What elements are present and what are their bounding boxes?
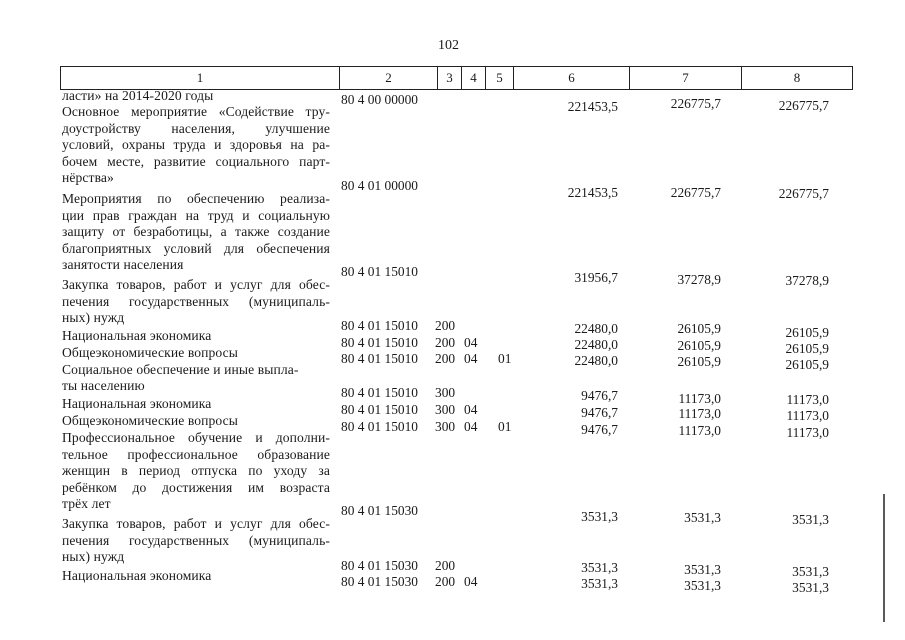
amount-col-6: 9476,7 [581, 405, 618, 420]
amount-col-7: 11173,0 [678, 423, 721, 438]
amount-col-6: 3531,3 [581, 576, 618, 591]
budget-code: 80 4 01 15010 [341, 318, 418, 333]
subsection-code: 01 [498, 351, 512, 366]
amount-col-7: 3531,3 [684, 562, 721, 577]
expense-type: 300 [435, 385, 456, 400]
amount-col-7: 11173,0 [678, 406, 721, 421]
description-line: тельное профессиональное образование [62, 446, 330, 462]
section-code: 04 [464, 419, 478, 434]
row-description [62, 413, 330, 430]
column-header-1: 1 [196, 70, 204, 85]
column-header-4: 4 [461, 67, 485, 89]
column-header-row [60, 66, 853, 90]
amount-col-8: 26105,9 [785, 341, 829, 356]
row-description [62, 396, 330, 413]
description-line: Национальная экономика [62, 396, 212, 411]
amount-col-8: 11173,0 [786, 425, 829, 440]
budget-code: 80 4 00 00000 [341, 92, 418, 107]
description-line: печения государственных (муниципаль- [62, 293, 330, 309]
column-header-8: 8 [741, 67, 852, 89]
amount-col-7: 3531,3 [684, 578, 721, 593]
row-description [62, 191, 330, 274]
amount-col-7: 26105,9 [677, 321, 721, 336]
expense-type: 200 [435, 351, 456, 366]
row-description [62, 568, 330, 585]
description-line: Национальная экономика [62, 328, 212, 343]
amount-col-8: 26105,9 [785, 357, 829, 372]
expense-type: 200 [435, 335, 456, 350]
amount-col-7: 3531,3 [684, 510, 721, 525]
amount-col-6: 31956,7 [574, 270, 618, 285]
expense-type: 200 [435, 574, 456, 589]
description-line: Основное мероприятие «Содействие тру- [62, 104, 330, 119]
amount-col-6: 221453,5 [567, 99, 618, 114]
amount-col-6: 9476,7 [581, 422, 618, 437]
expense-type: 200 [435, 318, 456, 333]
amount-col-6: 22480,0 [574, 337, 618, 352]
row-description [62, 345, 330, 362]
amount-col-8: 3531,3 [792, 580, 829, 595]
row-description [62, 378, 330, 395]
column-header-6: 6 [513, 67, 629, 89]
amount-col-8: 226775,7 [778, 98, 829, 113]
amount-col-7: 37278,9 [677, 272, 721, 287]
amount-col-8: 11173,0 [786, 408, 829, 423]
amount-col-6: 22480,0 [574, 353, 618, 368]
section-code: 04 [464, 402, 478, 417]
description-line: Закупка товаров, работ и услуг для обес- [62, 516, 330, 531]
page-number: 102 [438, 38, 459, 53]
description-line: Закупка товаров, работ и услуг для обес- [62, 277, 330, 292]
amount-col-7: 226775,7 [670, 185, 721, 200]
description-line: нёрства» [62, 170, 114, 186]
budget-code: 80 4 01 15010 [341, 335, 418, 350]
amount-col-8: 37278,9 [785, 273, 829, 288]
section-code: 04 [464, 335, 478, 350]
description-line: Национальная экономика [62, 568, 212, 583]
budget-code: 80 4 01 15010 [341, 264, 418, 279]
description-line: бочем месте, развитие социального парт- [62, 153, 330, 169]
description-line: печения государственных (муниципаль- [62, 532, 330, 548]
amount-col-8: 3531,3 [792, 564, 829, 579]
column-header-2: 2 [339, 67, 437, 89]
budget-code: 80 4 01 15030 [341, 503, 418, 518]
row-description [62, 516, 330, 566]
description-line: Социальное обеспечение и иные выпла- [62, 362, 299, 377]
expense-type: 300 [435, 402, 456, 417]
amount-col-8: 3531,3 [792, 512, 829, 527]
subsection-code: 01 [498, 419, 512, 434]
row-description [62, 430, 330, 513]
description-line: ных) нужд [62, 310, 125, 326]
description-line: трёх лет [62, 496, 111, 512]
description-line: ребёнком до достижения им возраста [62, 479, 330, 495]
description-line: ты населению [62, 378, 145, 393]
description-line: Общеэкономические вопросы [62, 345, 239, 360]
amount-col-6: 3531,3 [581, 560, 618, 575]
description-line: защиту от безработицы, а также создание [62, 224, 330, 240]
expense-type: 200 [435, 558, 456, 573]
budget-code: 80 4 01 15030 [341, 558, 418, 573]
amount-col-6: 221453,5 [567, 185, 618, 200]
budget-code: 80 4 01 15010 [341, 419, 418, 434]
row-description [62, 88, 330, 105]
description-line: занятости населения [62, 257, 184, 273]
amount-col-8: 226775,7 [778, 186, 829, 201]
amount-col-8: 26105,9 [785, 325, 829, 340]
description-line: ласти» на 2014-2020 годы [62, 88, 214, 103]
amount-col-7: 11173,0 [678, 391, 721, 406]
description-line: условий, охраны труда и здоровья на ра- [62, 137, 330, 153]
description-line: доустройству населения, улучшение [62, 120, 330, 136]
description-line: Мероприятия по обеспечению реализа- [62, 191, 330, 206]
description-line: Профессиональное обучение и дополни- [62, 430, 330, 445]
amount-col-6: 3531,3 [581, 509, 618, 524]
row-description [62, 362, 330, 379]
scan-edge-line [883, 494, 885, 622]
section-code: 04 [464, 351, 478, 366]
description-line: женщин в период отпуска по уходу за [62, 463, 330, 479]
amount-col-7: 26105,9 [677, 354, 721, 369]
description-line: Общеэкономические вопросы [62, 413, 239, 428]
column-header-3: 3 [437, 67, 461, 89]
expense-type: 300 [435, 419, 456, 434]
description-line: ных) нужд [62, 549, 125, 565]
row-description [62, 277, 330, 327]
column-header-5: 5 [485, 67, 513, 89]
amount-col-8: 11173,0 [786, 392, 829, 407]
amount-col-6: 22480,0 [574, 321, 618, 336]
amount-col-7: 26105,9 [677, 338, 721, 353]
amount-col-6: 9476,7 [581, 388, 618, 403]
row-description [62, 104, 330, 187]
budget-code: 80 4 01 15010 [341, 402, 418, 417]
section-code: 04 [464, 574, 478, 589]
budget-code: 80 4 01 15010 [341, 351, 418, 366]
description-line: ции прав граждан на труд и социальную [62, 207, 330, 223]
column-header-7: 7 [629, 67, 741, 89]
budget-code: 80 4 01 00000 [341, 178, 418, 193]
amount-col-7: 226775,7 [670, 96, 721, 111]
budget-code: 80 4 01 15010 [341, 385, 418, 400]
budget-code: 80 4 01 15030 [341, 574, 418, 589]
row-description [62, 328, 330, 345]
description-line: благоприятных условий для обеспечения [62, 240, 330, 256]
